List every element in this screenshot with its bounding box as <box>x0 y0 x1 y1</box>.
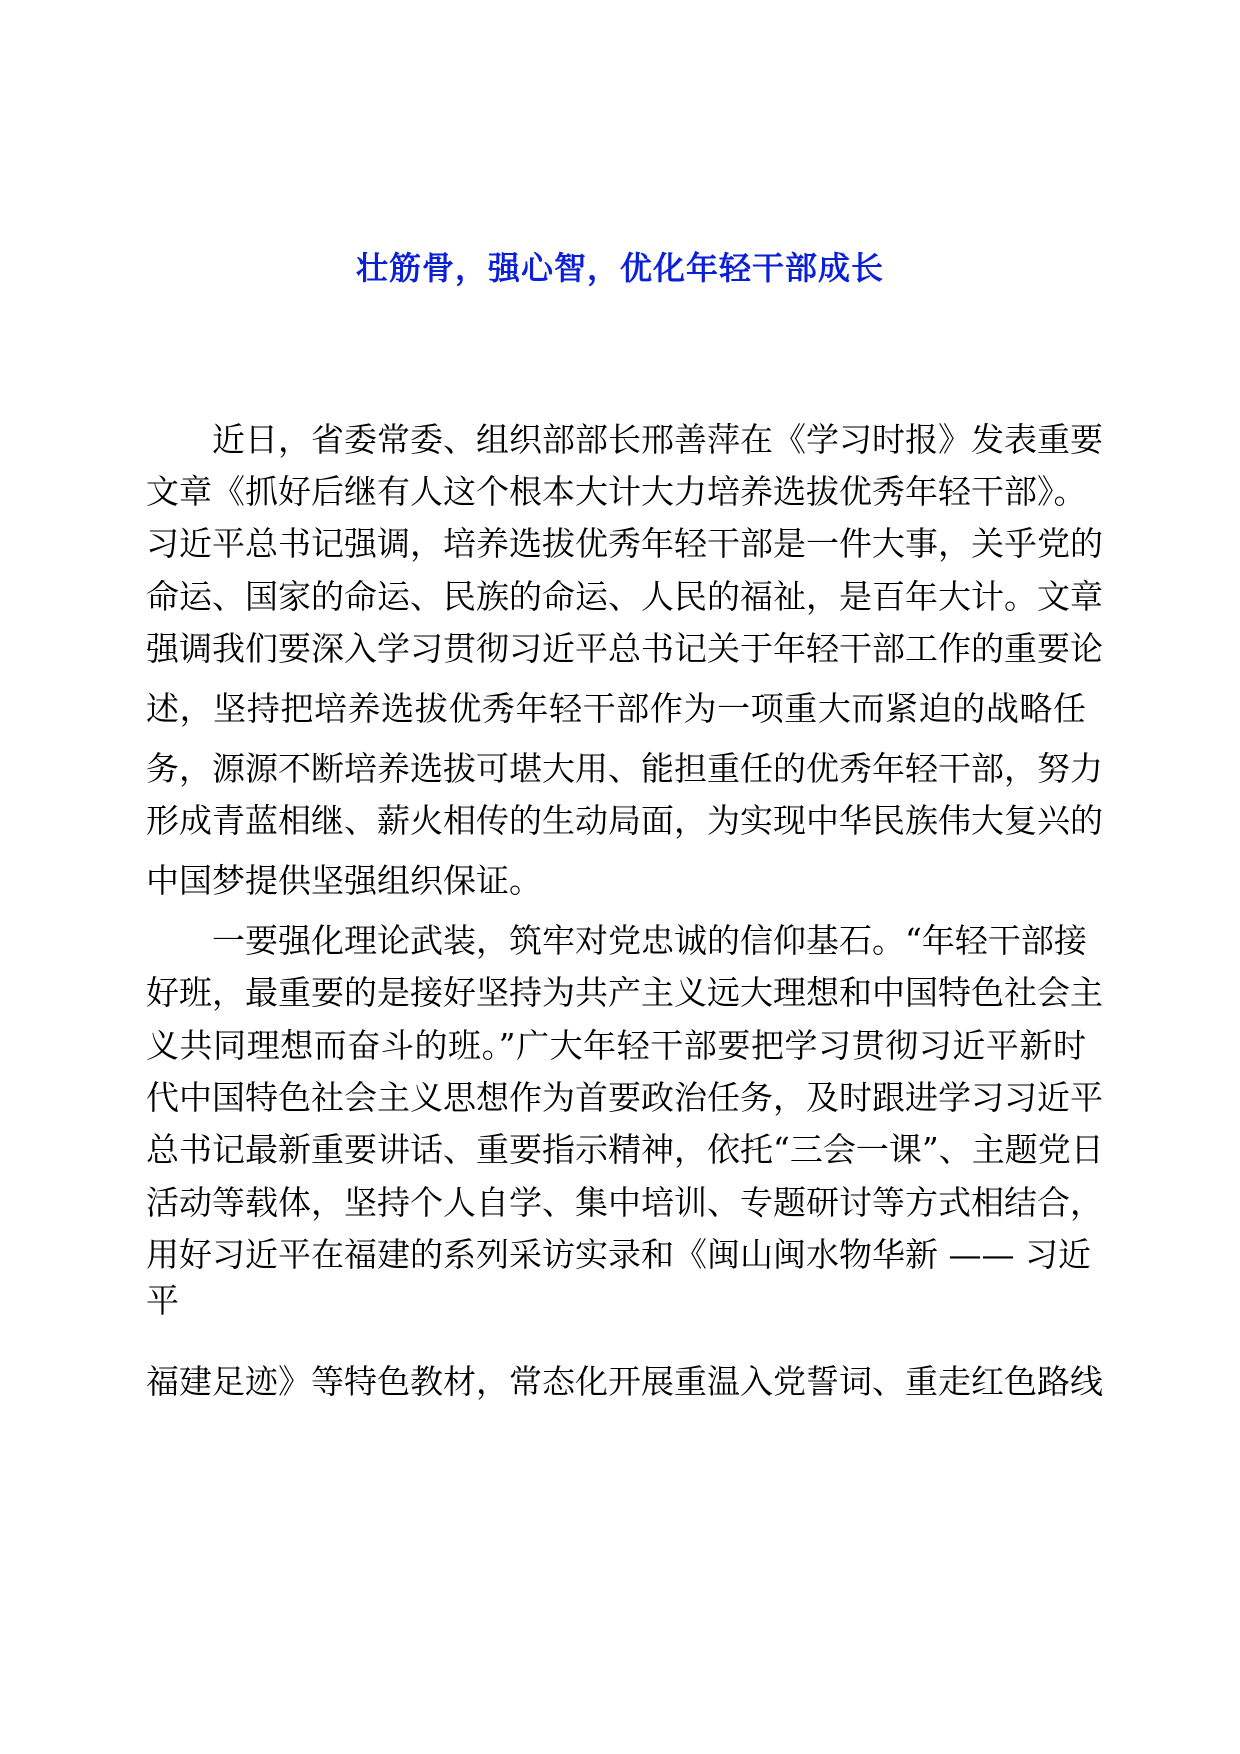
paragraph-line: 总书记最新重要讲话、重要指示精神，依托“三会一课”、主题党日 <box>146 1130 1104 1169</box>
paragraph-line: 平 <box>146 1281 179 1320</box>
paragraph-line: 强调我们要深入学习贯彻习近平总书记关于年轻干部工作的重要论 <box>146 629 1103 668</box>
paragraph-line: 文章《抓好后继有人这个根本大计大力培养选拔优秀年轻干部》。 <box>146 472 1087 511</box>
paragraph-line: 好班，最重要的是接好坚持为共产主义远大理想和中国特色社会主 <box>146 973 1103 1012</box>
paragraph-line: 务，源源不断培养选拔可堪大用、能担重任的优秀年轻干部，努力 <box>146 749 1103 788</box>
paragraph-line: 代中国特色社会主义思想作为首要政治任务，及时跟进学习习近平 <box>146 1078 1103 1117</box>
paragraph-line: 述，坚持把培养选拔优秀年轻干部作为一项重大而紧迫的战略任 <box>146 689 1086 728</box>
paragraph-line: 福建足迹》等特色教材，常态化开展重温入党誓词、重走红色路线 <box>146 1362 1103 1401</box>
paragraph-line: 形成青蓝相继、薪火相传的生动局面，为实现中华民族伟大复兴的 <box>146 801 1103 840</box>
paragraph-line: 近日，省委常委、组织部部长邢善萍在《学习时报》发表重要 <box>212 420 1103 459</box>
paragraph-line: 活动等载体，坚持个人自学、集中培训、专题研讨等方式相结合， <box>146 1183 1103 1222</box>
document-title: 壮筋骨，强心智，优化年轻干部成长 <box>355 249 884 287</box>
paragraph-line: 义共同理想而奋斗的班。”广大年轻干部要把学习贯彻习近平新时 <box>146 1026 1086 1065</box>
paragraph-line: 命运、国家的命运、民族的命运、人民的福祉，是百年大计。文章 <box>146 577 1103 616</box>
paragraph-line: 用好习近平在福建的系列采访实录和《闽山闽水物华新 —— 习近 <box>146 1235 1091 1274</box>
paragraph-line: 习近平总书记强调，培养选拔优秀年轻干部是一件大事，关乎党的 <box>146 524 1103 563</box>
paragraph-line: 一要强化理论武装，筑牢对党忠诚的信仰基石。“年轻干部接 <box>212 921 1087 960</box>
paragraph-line: 中国梦提供坚强组织保证。 <box>146 861 542 900</box>
